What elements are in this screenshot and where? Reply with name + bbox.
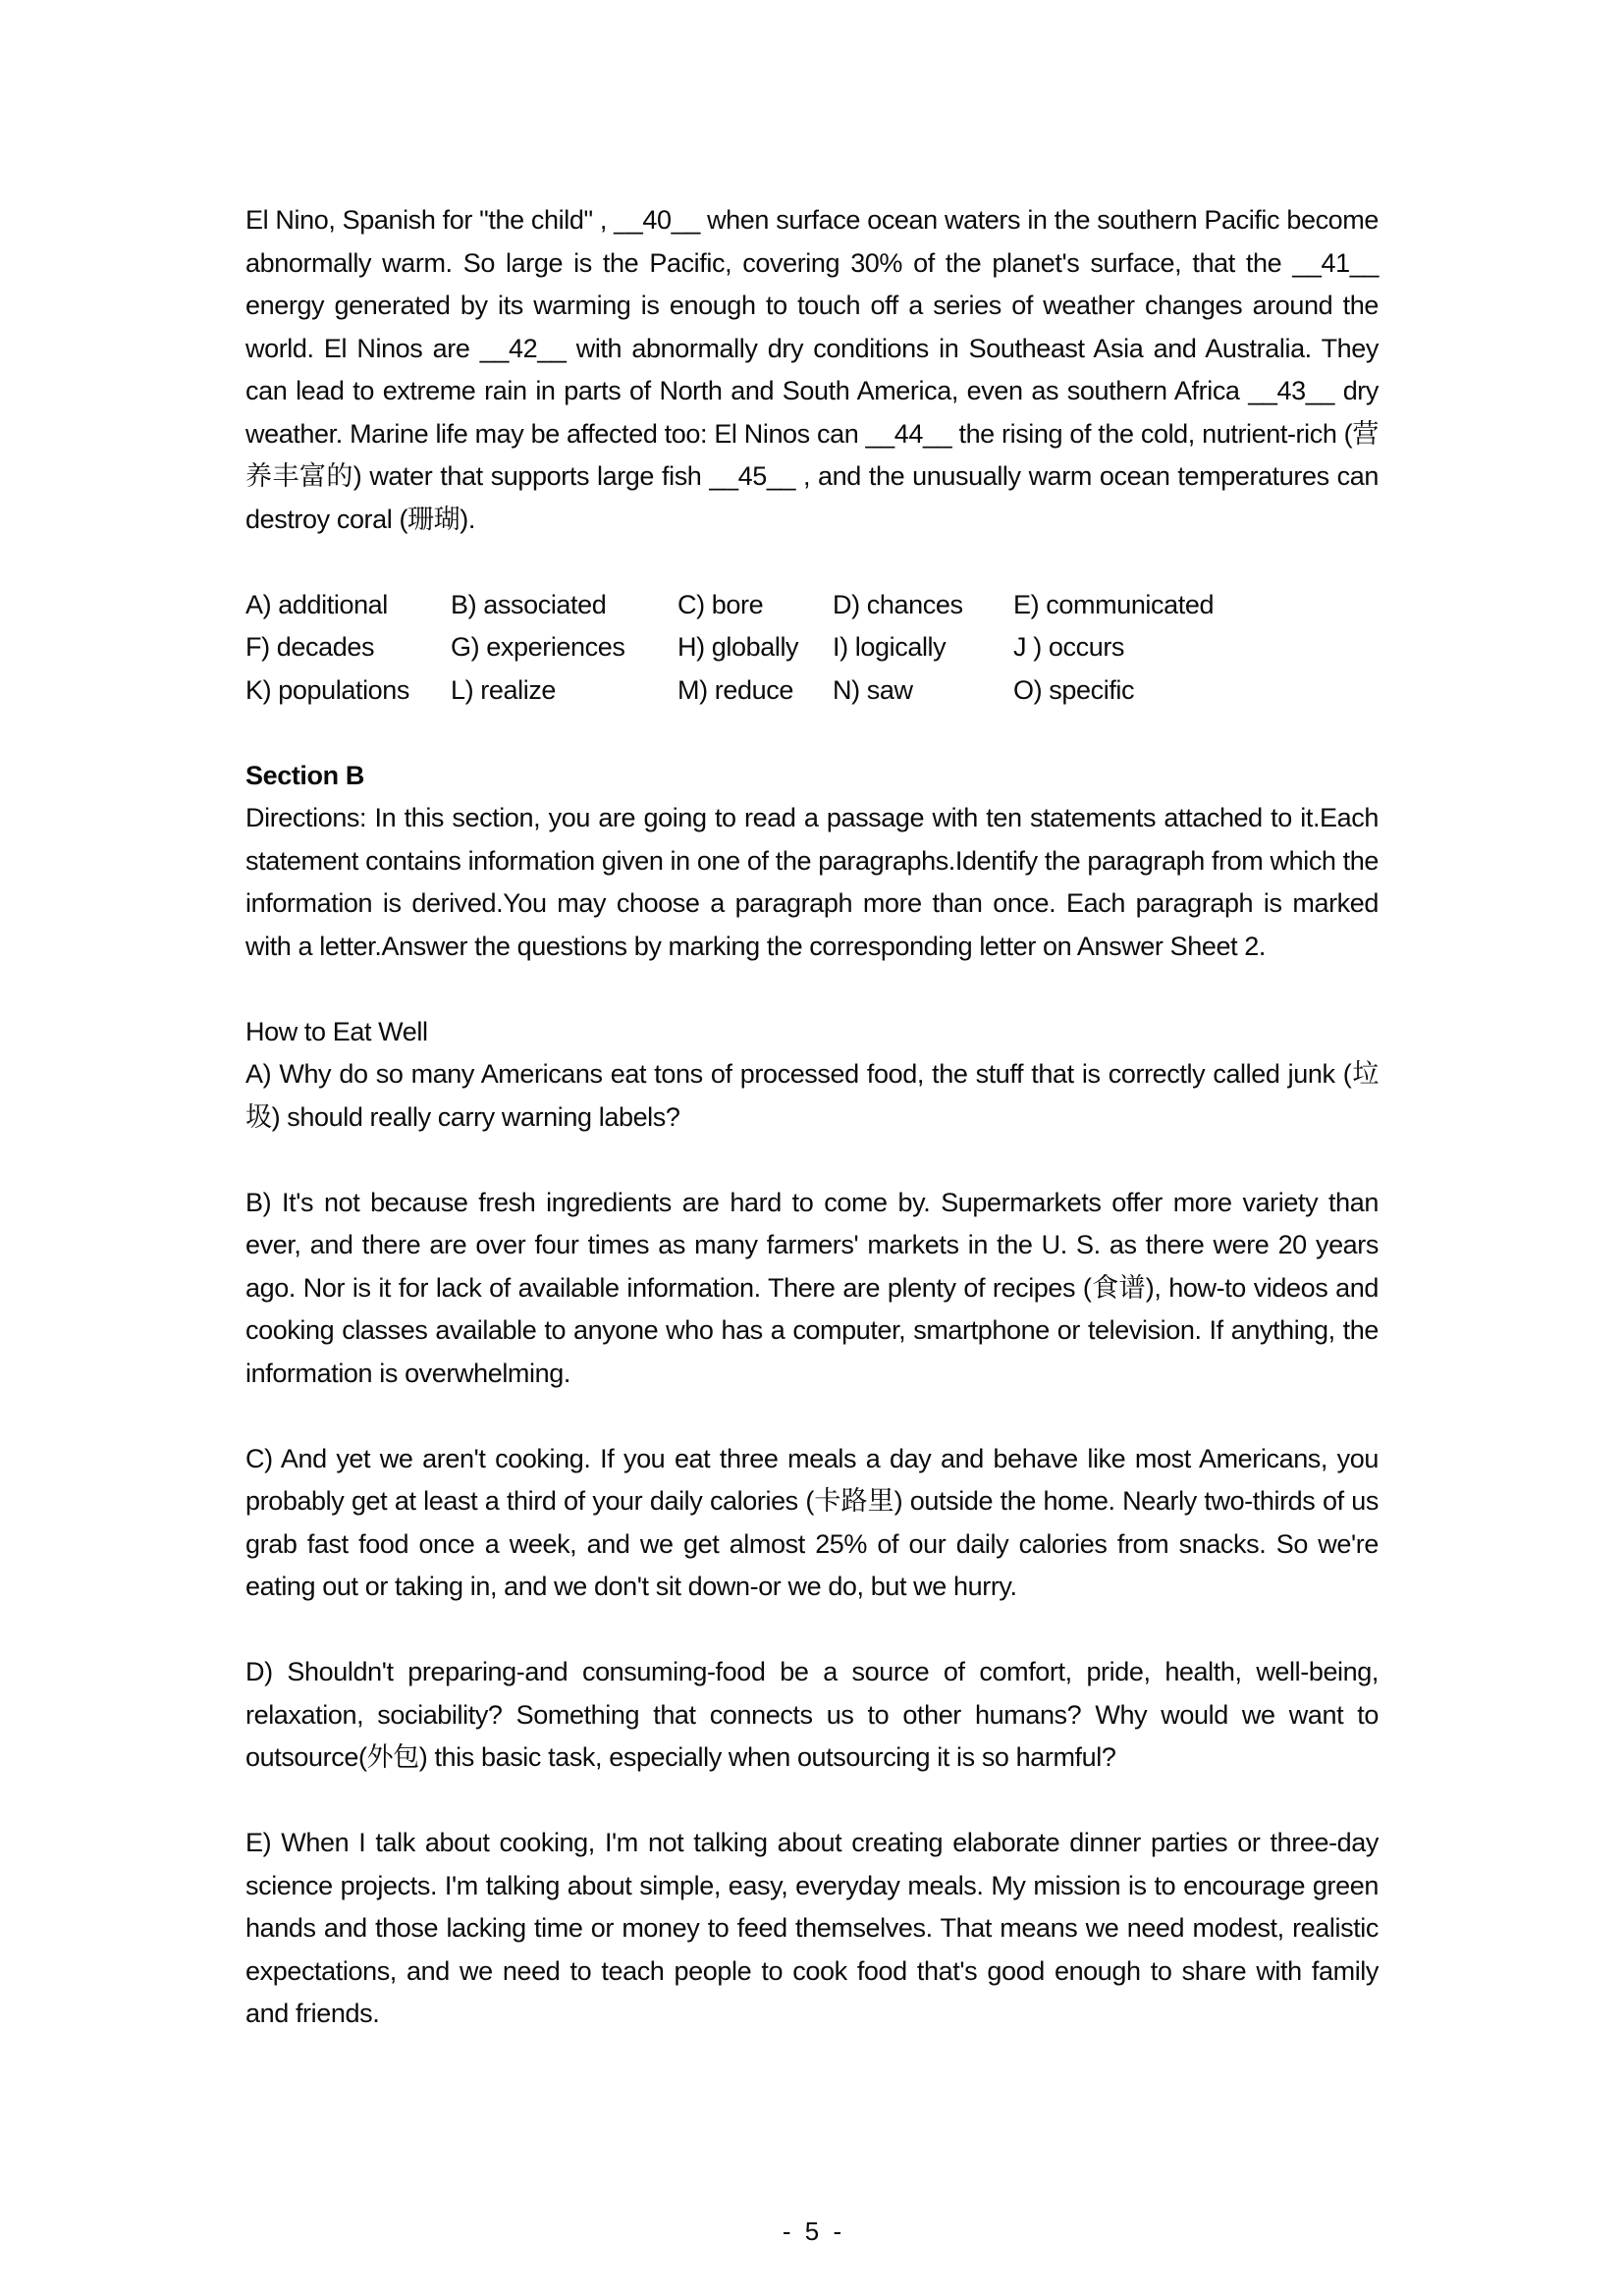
word-bank-option-a: A) additional bbox=[245, 589, 388, 619]
word-bank-option-m: M) reduce bbox=[677, 674, 793, 705]
word-bank-option-h: H) globally bbox=[677, 632, 799, 662]
word-bank-option-b: B) associated bbox=[451, 589, 607, 619]
word-bank-option-k: K) populations bbox=[245, 674, 410, 705]
passage-paragraph-d: D) Shouldn't preparing-and consuming-food be a source of comfort, pride, health, well-being, relaxation, sociability? Something that connects us to other humans? Why would we want to outsource(外包) this basic task, especially when outsourcing it is so harmful? bbox=[245, 1657, 1379, 1772]
word-bank-option-n: N) saw bbox=[833, 674, 913, 705]
page-content bbox=[245, 199, 1379, 2036]
word-bank-option-d: D) chances bbox=[833, 589, 963, 619]
passage-paragraph-b: B) It's not because fresh ingredients are hard to come by. Supermarkets offer more variety than ever, and there are over four times as many farmers' markets in the U. S. as there were 20 years ago. Nor is it for lack of available information. There are plenty of recipes (食谱), how-to videos and cooking classes available to anyone who has a computer, smartphone or television. If anything, the information is overwhelming. bbox=[245, 1187, 1379, 1388]
page-number: - 5 - bbox=[782, 2216, 842, 2246]
word-bank-option-f: F) decades bbox=[245, 632, 375, 662]
cloze-passage: El Nino, Spanish for "the child" , __40__ when surface ocean waters in the southern Pacific become abnormally warm. So large is the Pacific, covering 30% of the planet's surface, that the __41__ energy generated by its warming is enough to touch off a series of weather changes around the world. El Ninos are __42__ with abnormally dry conditions in Southeast Asia and Australia. They can lead to extreme rain in parts of North and South America, even as southern Africa __43__ dry weather. Marine life may be affected too: El Ninos can __44__ the rising of the cold, nutrient-rich (营养丰富的) water that supports large fish __45__ , and the unusually warm ocean temperatures can destroy coral (珊瑚). bbox=[245, 205, 1379, 534]
word-bank-option-l: L) realize bbox=[451, 674, 557, 705]
passage-title: How to Eat Well bbox=[245, 1016, 428, 1046]
word-bank bbox=[245, 584, 1379, 713]
section-b-directions: Directions: In this section, you are going to read a passage with ten statements attached to it.Each statement contains information given in one of the paragraphs.Identify the paragraph from which the information is derived.You may choose a paragraph more than once. Each paragraph is marked with a letter.Answer the questions by marking the corresponding letter on Answer Sheet 2. bbox=[245, 803, 1379, 961]
word-bank-option-j: J ) occurs bbox=[1013, 632, 1125, 662]
word-bank-option-e: E) communicated bbox=[1013, 589, 1215, 619]
word-bank-option-g: G) experiences bbox=[451, 632, 625, 662]
passage-paragraph-c: C) And yet we aren't cooking. If you eat three meals a day and behave like most Americans, you probably get at least a third of your daily calories (卡路里) outside the home. Nearly two-thirds of us grab fast food once a week, and we get almost 25% of our daily calories from snacks. So we're eating out or taking in, and we don't sit down-or we do, but we hurry. bbox=[245, 1443, 1379, 1601]
word-bank-option-o: O) specific bbox=[1013, 674, 1135, 705]
word-bank-option-c: C) bore bbox=[677, 589, 764, 619]
passage-paragraph-e: E) When I talk about cooking, I'm not talking about creating elaborate dinner parties or three-day science projects. I'm talking about simple, easy, everyday meals. My mission is to encourage green hands and those lacking time or money to feed themselves. That means we need modest, realistic expectations, and we need to teach people to cook food that's good enough to share with family and friends. bbox=[245, 1828, 1379, 2028]
word-bank-option-i: I) logically bbox=[833, 632, 947, 662]
passage-paragraph-a: A) Why do so many Americans eat tons of processed food, the stuff that is correctly called junk (垃圾) should really carry warning labels? bbox=[245, 1059, 1379, 1132]
section-b-heading: Section B bbox=[245, 760, 364, 790]
